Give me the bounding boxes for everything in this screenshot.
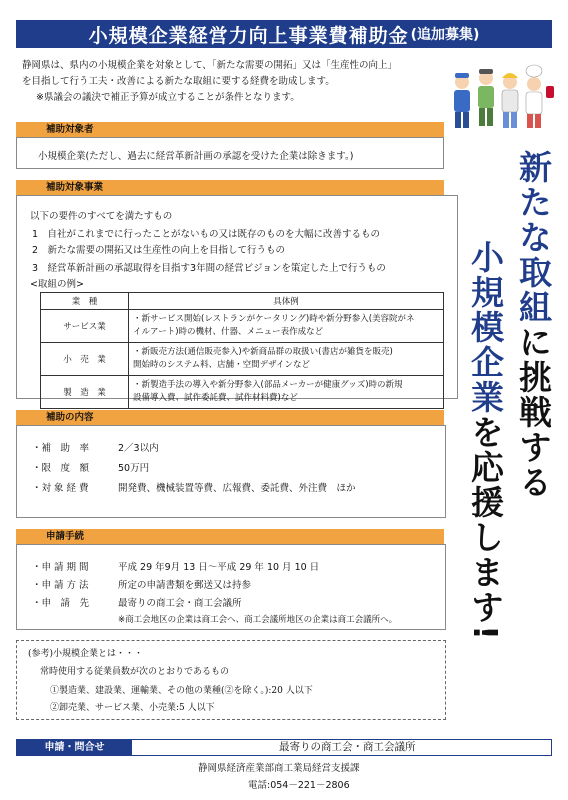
example-table [40, 292, 444, 409]
subsidy-value-costs: 開発費、機械装置等費、広報費、委託費、外注費 ほか [118, 483, 356, 494]
application-value-period: 平成 29 年9月 13 日～平成 29 年 10 月 10 日 [118, 562, 320, 573]
business-section-label: 補助対象事業 [16, 180, 444, 195]
table-row [41, 376, 444, 409]
slogan-column-2 [462, 240, 509, 642]
business-lead: 以下の要件のすべてを満たすもの [30, 211, 173, 222]
slogan-1a: 新たな取組 [514, 150, 553, 325]
table-row [41, 343, 444, 376]
business-item-1: 1 自社がこれまでに行ったことがないもの又は既存のものを大幅に改善するもの [32, 229, 381, 240]
slogan-2b: を応援します! [466, 415, 505, 643]
table-cell-desc [129, 343, 444, 376]
table-cell-desc [129, 310, 444, 343]
contact-phone: 電話:054－221－2806 [248, 780, 350, 791]
contact-office: 静岡県経済産業部商工業局経営支援課 [198, 763, 360, 774]
intro-text [22, 58, 462, 106]
table-cell-category: 製 造 業 [41, 376, 129, 409]
example-heading: <取組の例> [30, 279, 84, 290]
slogan-2a: 小規模企業 [466, 240, 505, 415]
target-section-label: 補助対象者 [16, 122, 444, 137]
application-section-label: 申請手続 [16, 529, 444, 544]
page-subtitle: (追加募集) [410, 27, 480, 43]
target-text: 小規模企業(ただし、過去に経営革新計画の承認を受けた企業は除きます。) [38, 151, 354, 162]
intro-note: ※県議会の議決で補正予算が成立することが条件となります。 [36, 92, 300, 103]
desc-line: 開始時のシステム料、店舗・空間デザインなど [133, 360, 311, 370]
business-item-3: 3 経営革新計画の承認取得を目指す3年間の経営ビジョンを策定した上で行うもの [32, 263, 386, 274]
subsidy-key-limit: ・限 度 額 [32, 463, 90, 474]
application-value-destination: 最寄りの商工会・商工会議所 [118, 598, 242, 609]
table-header-examples: 具体例 [129, 293, 444, 310]
reference-line-1: 常時使用する従業員数が次のとおりであるもの [40, 667, 230, 677]
table-cell-category: サービス業 [41, 310, 129, 343]
slogan-1b: に挑戦する [514, 325, 553, 500]
title-banner [16, 20, 552, 48]
page-title: 小規模企業経営力向上事業費補助金 [88, 24, 409, 47]
subsidy-value-rate: 2／3以内 [118, 443, 159, 454]
application-key-period: ・申 請 期 間 [32, 562, 89, 573]
desc-line: 設備導入費、試作委託費、試作材料費)など [133, 393, 298, 403]
desc-line: イルアート)時の機材、什器、メニュー表作成など [133, 327, 324, 337]
reference-line-3: ②卸売業、サービス業、小売業:5 人以下 [50, 703, 215, 713]
application-value-method: 所定の申請書類を郵送又は持参 [118, 580, 252, 591]
desc-line: ・新製造手法の導入や新分野参入(部品メーカーが健康グッズ)時の新規 [133, 380, 403, 390]
table-header-industry: 業 種 [41, 293, 129, 310]
application-note: ※商工会地区の企業は商工会へ、商工会議所地区の企業は商工会議所へ。 [118, 615, 398, 625]
desc-line: ・新販売方法(通信販売参入)や新商品群の取扱い(書店が雑貨を販売) [133, 347, 393, 357]
contact-name: 最寄りの商工会・商工会議所 [279, 741, 416, 753]
reference-title: (参考)小規模企業とは・・・ [28, 649, 144, 659]
subsidy-key-costs: ・対 象 経 費 [32, 483, 89, 494]
desc-line: ・新サービス開始(レストランがケータリング)時や新分野参入(美容院がネ [133, 314, 415, 324]
subsidy-section-label: 補助の内容 [16, 410, 444, 425]
table-header-row [41, 293, 444, 310]
intro-line-1: 静岡県は、県内の小規模企業を対象として、「新たな需要の開拓」又は「生産性の向上」 [22, 60, 398, 71]
workers-illustration [448, 56, 556, 140]
subsidy-value-limit: 50万円 [118, 463, 150, 474]
table-row [41, 310, 444, 343]
table-cell-category: 小 売 業 [41, 343, 129, 376]
subsidy-key-rate: ・補 助 率 [32, 443, 90, 454]
intro-line-2: を目指して行う工夫・改善による新たな取組に要する経費を助成します。 [22, 76, 335, 87]
contact-label: 申請・問合せ [17, 740, 132, 755]
business-item-2: 2 新たな需要の開拓又は生産性の向上を目指して行うもの [32, 245, 286, 256]
reference-line-2: ①製造業、建設業、運輸業、その他の業種(②を除く。):20 人以下 [50, 686, 313, 696]
application-key-method: ・申 請 方 法 [32, 580, 89, 591]
application-key-destination: ・申 請 先 [32, 598, 90, 609]
table-cell-desc [129, 376, 444, 409]
slogan-column-1 [510, 150, 557, 500]
contact-bar [16, 739, 552, 756]
